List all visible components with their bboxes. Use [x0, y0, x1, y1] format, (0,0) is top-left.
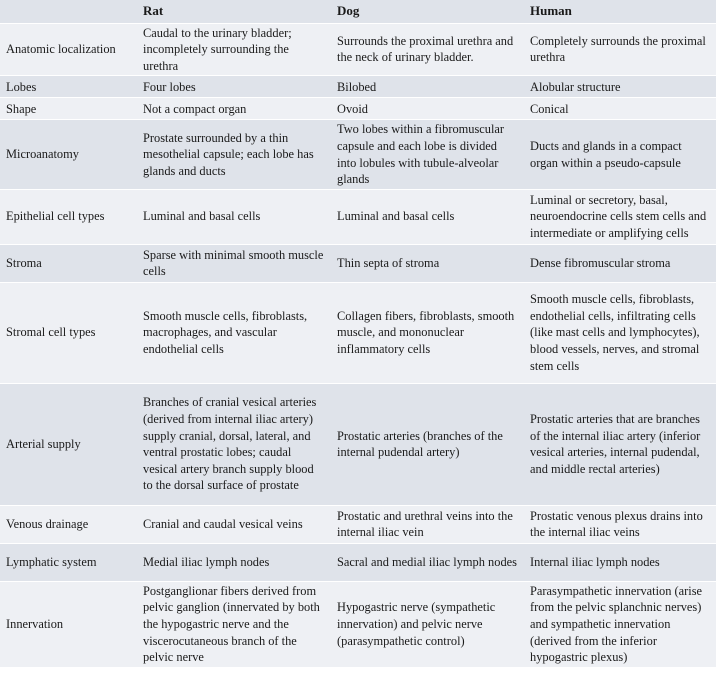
row-label: Venous drainage	[0, 505, 137, 543]
cell-human: Dense fibromuscular stroma	[524, 244, 716, 282]
cell-human: Internal iliac lymph nodes	[524, 543, 716, 581]
row-label: Stromal cell types	[0, 282, 137, 383]
table-row	[0, 76, 716, 98]
table-row	[0, 244, 716, 282]
cell-dog: Bilobed	[331, 76, 524, 98]
cell-human: Smooth muscle cells, fibroblasts, endothelial cells, infiltrating cells (like mast cells and lymphocytes), blood vessels, nerves, and stromal stem cells	[524, 282, 716, 383]
cell-dog: Surrounds the proximal urethra and the neck of urinary bladder.	[331, 23, 524, 76]
cell-dog: Collagen fibers, fibroblasts, smooth muscle, and mononuclear inflammatory cells	[331, 282, 524, 383]
table-row	[0, 383, 716, 505]
header-row	[0, 0, 716, 23]
cell-rat: Smooth muscle cells, fibroblasts, macrophages, and vascular endothelial cells	[137, 282, 331, 383]
row-label: Stroma	[0, 244, 137, 282]
cell-rat: Postganglionar fibers derived from pelvic ganglion (innervated by both the hypogastric nerve and the viscerocutaneous branch of the pelvic nerve	[137, 581, 331, 666]
row-label: Microanatomy	[0, 120, 137, 189]
cell-rat: Caudal to the urinary bladder; incompletely surrounding the urethra	[137, 23, 331, 76]
cell-rat: Luminal and basal cells	[137, 189, 331, 244]
cell-rat: Branches of cranial vesical arteries (derived from internal iliac artery) supply cranial, dorsal, lateral, and ventral prostatic lobes; caudal vesical artery branch supply blood to the dorsal surface of prostate	[137, 383, 331, 505]
cell-human: Prostatic arteries that are branches of the internal iliac artery (inferior vesical arteries, internal pudendal, and middle rectal arteries)	[524, 383, 716, 505]
row-label: Anatomic localization	[0, 23, 137, 76]
cell-rat: Not a compact organ	[137, 98, 331, 120]
cell-human: Prostatic venous plexus drains into the internal iliac veins	[524, 505, 716, 543]
cell-rat: Medial iliac lymph nodes	[137, 543, 331, 581]
cell-human: Alobular structure	[524, 76, 716, 98]
cell-human: Conical	[524, 98, 716, 120]
row-label: Lymphatic system	[0, 543, 137, 581]
cell-human: Ducts and glands in a compact organ within a pseudo-capsule	[524, 120, 716, 189]
cell-rat: Cranial and caudal vesical veins	[137, 505, 331, 543]
row-label: Epithelial cell types	[0, 189, 137, 244]
cell-rat: Sparse with minimal smooth muscle cells	[137, 244, 331, 282]
cell-dog: Thin septa of stroma	[331, 244, 524, 282]
row-label: Shape	[0, 98, 137, 120]
header-cell-rat: Rat	[137, 0, 331, 23]
row-label: Innervation	[0, 581, 137, 666]
table-row	[0, 98, 716, 120]
header-cell-empty	[0, 0, 137, 23]
cell-human: Parasympathetic innervation (arise from the pelvic splanchnic nerves) and sympathetic innervation (derived from the inferior hypogastric plexus)	[524, 581, 716, 666]
table-row	[0, 543, 716, 581]
cell-dog: Sacral and medial iliac lymph nodes	[331, 543, 524, 581]
cell-dog: Hypogastric nerve (sympathetic innervation) and pelvic nerve (parasympathetic control)	[331, 581, 524, 666]
table-row	[0, 23, 716, 76]
cell-dog: Ovoid	[331, 98, 524, 120]
cell-rat: Prostate surrounded by a thin mesothelial capsule; each lobe has glands and ducts	[137, 120, 331, 189]
header-cell-human: Human	[524, 0, 716, 23]
cell-human: Completely surrounds the proximal urethra	[524, 23, 716, 76]
header-cell-dog: Dog	[331, 0, 524, 23]
cell-dog: Luminal and basal cells	[331, 189, 524, 244]
row-label: Arterial supply	[0, 383, 137, 505]
table-row	[0, 189, 716, 244]
table-row	[0, 581, 716, 666]
table-row	[0, 120, 716, 189]
cell-human: Luminal or secretory, basal, neuroendocrine cells stem cells and intermediate or amplifying cells	[524, 189, 716, 244]
cell-dog: Two lobes within a fibromuscular capsule and each lobe is divided into lobules with tubule-alveolar glands	[331, 120, 524, 189]
table-row	[0, 505, 716, 543]
cell-rat: Four lobes	[137, 76, 331, 98]
table-row	[0, 282, 716, 383]
row-label: Lobes	[0, 76, 137, 98]
cell-dog: Prostatic and urethral veins into the internal iliac vein	[331, 505, 524, 543]
cell-dog: Prostatic arteries (branches of the internal pudendal artery)	[331, 383, 524, 505]
